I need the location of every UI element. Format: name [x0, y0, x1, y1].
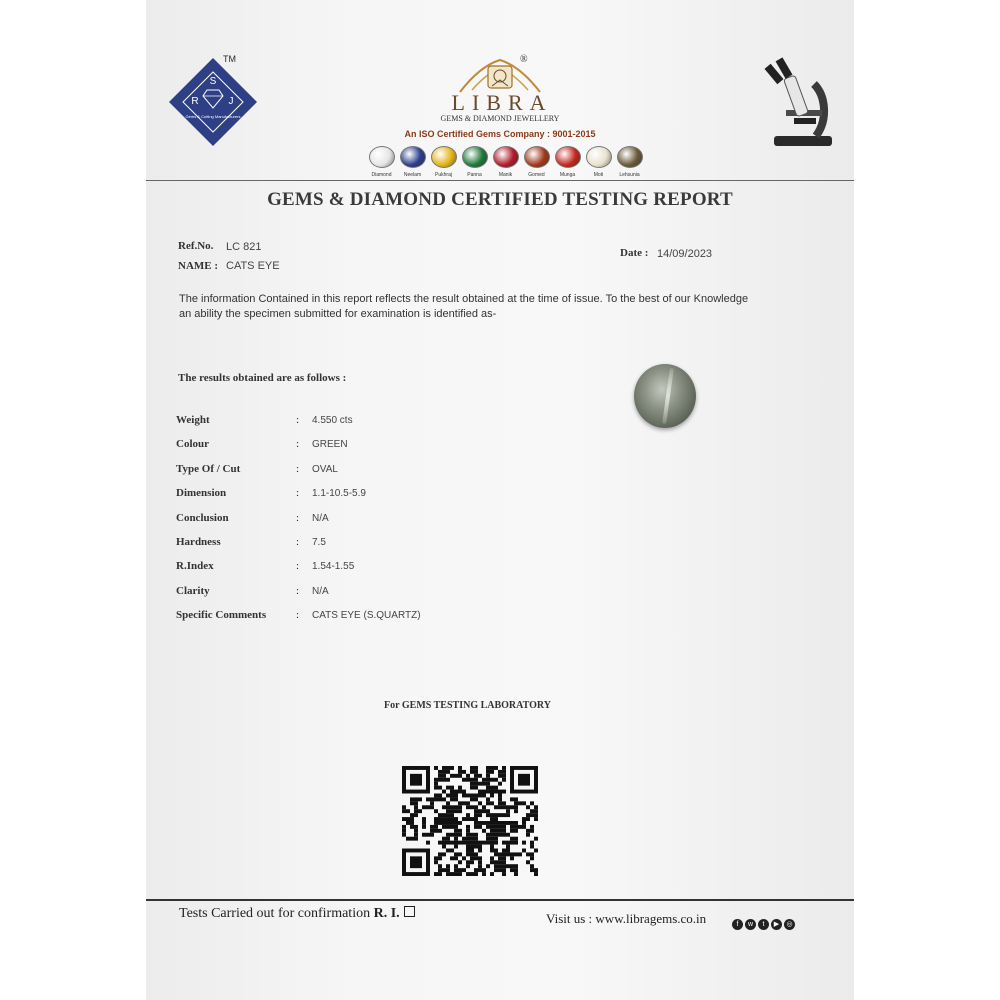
result-value: CATS EYE (S.QUARTZ) — [312, 610, 421, 622]
result-row — [176, 512, 676, 532]
result-separator: : — [296, 536, 300, 548]
gem-munga — [552, 146, 583, 182]
whatsapp-icon[interactable]: w — [745, 919, 756, 930]
result-label: Colour — [176, 438, 209, 451]
gem-label: Moti — [593, 172, 604, 178]
footer-divider — [146, 899, 854, 901]
panna-gem-icon — [462, 146, 488, 168]
result-separator: : — [296, 462, 300, 475]
result-label: Dimension — [176, 487, 227, 500]
result-value: 4.550 cts — [312, 415, 353, 426]
result-value: OVAL — [312, 463, 338, 475]
gem-label: Munga — [559, 172, 576, 178]
gem-manik — [490, 146, 521, 182]
result-row — [176, 414, 676, 434]
result-label: Clarity — [176, 584, 210, 597]
footer-website: Visit us : www.libragems.co.in — [546, 911, 707, 926]
result-row — [176, 609, 676, 629]
gem-label: Pukhraj — [435, 172, 452, 178]
result-separator: : — [296, 487, 300, 500]
gem-diamond — [366, 146, 397, 182]
result-row — [176, 585, 676, 605]
youtube-icon[interactable]: ▶ — [771, 919, 782, 930]
lehsunia-gem-icon — [617, 146, 643, 168]
result-row — [176, 487, 676, 507]
gem-gomed — [521, 146, 552, 182]
diamond-gem-icon — [369, 146, 395, 168]
social-icons — [732, 919, 795, 930]
facebook-icon[interactable]: f — [732, 919, 743, 930]
result-row — [176, 463, 676, 483]
result-value: N/A — [312, 585, 329, 597]
neelam-gem-icon — [400, 146, 426, 168]
gem-label: Diamond — [371, 172, 392, 178]
manik-gem-icon — [493, 146, 519, 168]
srj-logo — [167, 56, 259, 148]
result-value: GREEN — [312, 439, 348, 451]
srj-tagline: Gems & Cutting Manufacturers — [185, 114, 241, 119]
microscope-icon — [764, 56, 840, 152]
report-title: GEMS & DIAMOND CERTIFIED TESTING REPORT — [267, 189, 733, 210]
qr-code — [402, 766, 538, 876]
result-row — [176, 560, 676, 580]
ref-value: LC 821 — [226, 241, 262, 253]
gem-lehsunia — [614, 146, 645, 182]
result-label: Hardness — [176, 536, 221, 548]
libra-brand-name: LIBRA — [451, 90, 553, 115]
results-heading: The results obtained are as follows : — [178, 372, 347, 384]
name-value: CATS EYE — [226, 260, 280, 272]
name-label: NAME : — [178, 260, 219, 272]
result-separator: : — [296, 560, 300, 573]
result-separator: : — [296, 609, 300, 622]
munga-gem-icon — [555, 146, 581, 168]
result-value: N/A — [312, 512, 329, 524]
moti-gem-icon — [586, 146, 612, 168]
srj-letter-j: J — [228, 96, 234, 107]
header-divider — [146, 180, 854, 181]
gem-label: Panna — [467, 172, 482, 178]
result-label: Weight — [176, 414, 210, 426]
trademark-mark: TM — [223, 54, 236, 64]
result-row — [176, 536, 676, 556]
twitter-icon[interactable]: t — [758, 919, 769, 930]
result-value: 1.1-10.5-5.9 — [312, 488, 366, 500]
instagram-icon[interactable]: ◎ — [784, 919, 795, 930]
gem-label: Gomed — [528, 172, 545, 178]
gem-moti — [583, 146, 614, 182]
intro-paragraph: The information Contained in this report reflects the result obtained at the time of issue. To the best of our Knowledge an ability the specimen submitted for examination is identified as- — [179, 293, 749, 320]
gem-label: Lehsunia — [619, 172, 640, 178]
result-value: 7.5 — [312, 537, 326, 548]
srj-letter-s: S — [209, 76, 217, 87]
libra-subtitle: GEMS & DIAMOND JEWELLERY — [440, 114, 560, 123]
gem-panna — [459, 146, 490, 182]
date-label: Date : — [620, 247, 649, 259]
gem-neelam — [397, 146, 428, 182]
result-separator: : — [296, 414, 300, 426]
result-separator: : — [296, 511, 300, 524]
result-separator: : — [296, 584, 300, 597]
result-label: Specific Comments — [176, 609, 267, 622]
pukhraj-gem-icon — [431, 146, 457, 168]
footer-ri-label: R. I. — [373, 906, 400, 921]
result-value: 1.54-1.55 — [312, 561, 355, 573]
result-label: Type Of / Cut — [176, 462, 241, 475]
registered-mark: ® — [520, 54, 528, 65]
gem-label: Manik — [498, 172, 513, 178]
footer-confirmation — [179, 906, 415, 922]
footer-confirmation-text: Tests Carried out for confirmation — [179, 906, 371, 921]
srj-letter-r: R — [191, 96, 199, 107]
lab-signature-label: For GEMS TESTING LABORATORY — [384, 700, 551, 711]
gem-icon-row — [366, 146, 646, 182]
gomed-gem-icon — [524, 146, 550, 168]
iso-certification: An ISO Certified Gems Company : 9001-2015 — [404, 129, 596, 139]
date-value: 14/09/2023 — [657, 248, 713, 260]
checkbox-icon — [404, 906, 415, 917]
gem-label: Neelam — [403, 172, 422, 178]
result-separator: : — [296, 438, 300, 451]
ref-label: Ref.No. — [178, 240, 214, 252]
result-label: R.Index — [176, 560, 214, 573]
result-label: Conclusion — [176, 511, 229, 524]
gem-pukhraj — [428, 146, 459, 182]
result-row — [176, 438, 676, 458]
